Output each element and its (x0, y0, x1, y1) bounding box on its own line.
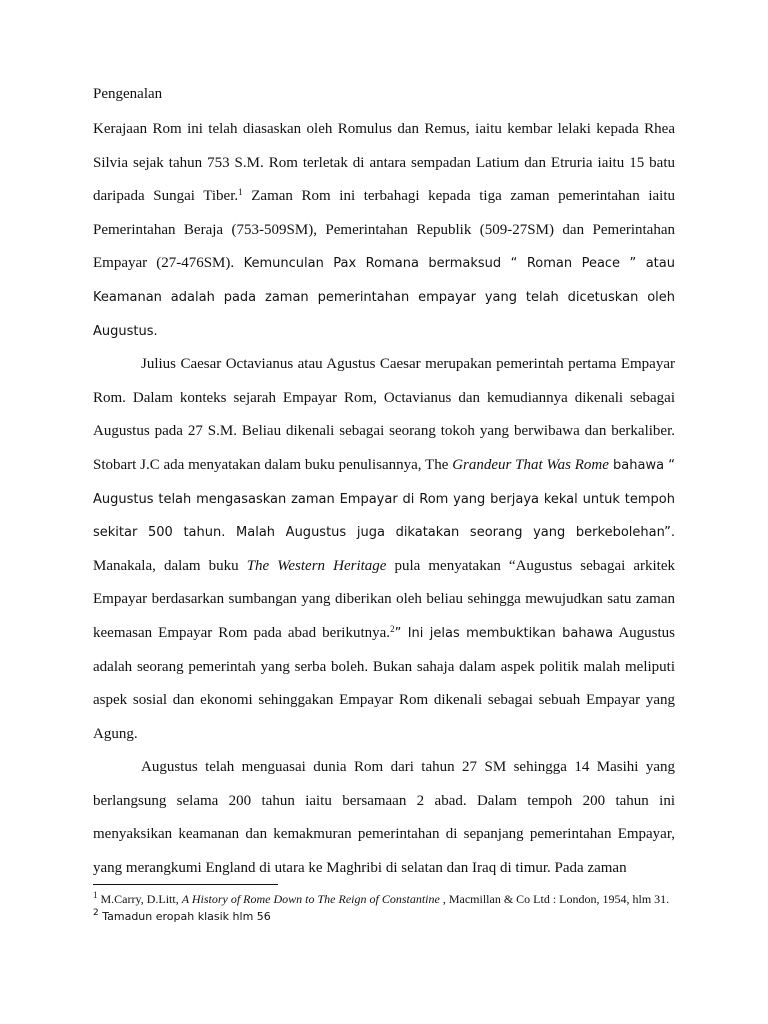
footnotes (93, 892, 675, 924)
p2-sentence-4: pula menyatakan “Augustus sebagai arkitek Empayar berdasarkan sumbangan yang diberikan oleh beliau sehingga mewujudkan satu zaman keemasan Empayar Rom pada abad berikutnya. (93, 557, 675, 641)
footnote-1-publisher: , Macmillan & Co Ltd : London, 1954, hlm 31. (439, 892, 670, 906)
footnote-2-text: Tamadun eropah klasik hlm 56 (98, 910, 271, 923)
paragraph-1 (93, 113, 675, 348)
footnote-1-author: M.Carry, D.Litt, (97, 892, 182, 906)
p2-sentence-1: Julius Caesar Octavianus atau Agustus Caesar merupakan pemerintah pertama Empayar Rom. Dalam konteks sejarah Empayar Rom, Octavianus dan kemudiannya dikenali sebagai Augustus pada 27 S.M. Beliau dikenali sebagai seorang tokoh yang berwibawa dan berkaliber. Stobart J.C ada menyatakan dalam buku penulisannya, The (93, 356, 675, 473)
p2-quote-sans: bahawa “ Augustus telah mengasaskan zaman Empayar di Rom yang berjaya kekal untuk tempoh sekitar 500 tahun. Malah Augustus juga dikatakan seorang yang berkebolehan”. (93, 457, 675, 541)
footnote-ref-1: 1 (238, 187, 243, 198)
section-heading: Pengenalan (93, 86, 163, 102)
body-text (93, 113, 675, 886)
footnote-2-number: 2 (93, 908, 99, 918)
footnote-1 (93, 892, 675, 907)
paragraph-2 (93, 348, 675, 751)
p2-sentence-3: Manakala, dalam buku (93, 557, 247, 574)
book-title-grandeur: Grandeur That Was Rome (452, 456, 609, 473)
p1-sentence-3: Kemunculan Pax Romana bermaksud “ Roman Peace ” atau Keamanan adalah pada zaman pemerintahan empayar yang telah dicetuskan oleh Augustus. (93, 256, 675, 339)
p3-sentence-1: Augustus telah menguasai dunia Rom dari tahun 27 SM sehingga 14 Masihi yang berlangsung selama 200 tahun iaitu bersamaan 2 abad. Dalam tempoh 200 tahun ini menyaksikan keamanan dan kemakmuran pemerintahan di sepanjang pemerintahan Empayar, yang merangkumi England di utara ke Maghribi di selatan dan Iraq di timur. Pada zaman (93, 759, 675, 877)
footnote-ref-2: 2 (390, 623, 395, 634)
footnote-1-number: 1 (93, 890, 98, 900)
p2-sentence-6: Augustus adalah seorang pemerintah yang serba boleh. Bukan sahaja dalam aspek politik malah meliputi aspek sosial dan ekonomi sehinggakan Empayar Rom dikenali sebagai sebuah Empayar yang Agung. (93, 624, 675, 742)
p1-sentence-2: Zaman Rom ini terbahagi kepada tiga zaman pemerintahan iaitu Pemerintahan Beraja (753-509SM), Pemerintahan Republik (509-27SM) dan Pemerintahan Empayar (27-476SM). (93, 188, 675, 272)
p1-sentence-1: Kerajaan Rom ini telah diasaskan oleh Romulus dan Remus, iaitu kembar lelaki kepada Rhea Silvia sejak tahun 753 S.M. Rom terletak di antara sempadan Latium dan Etruria iaitu 15 batu daripada Sungai Tiber. (93, 121, 675, 205)
footnote-2 (93, 909, 675, 924)
paragraph-3 (93, 751, 675, 885)
footnote-separator (93, 884, 278, 885)
footnote-1-title: A History of Rome Down to The Reign of Constantine (181, 892, 440, 906)
p2-sentence-5: ” Ini jelas membuktikan bahawa (394, 625, 614, 641)
book-title-western-heritage: The Western Heritage (246, 557, 387, 574)
